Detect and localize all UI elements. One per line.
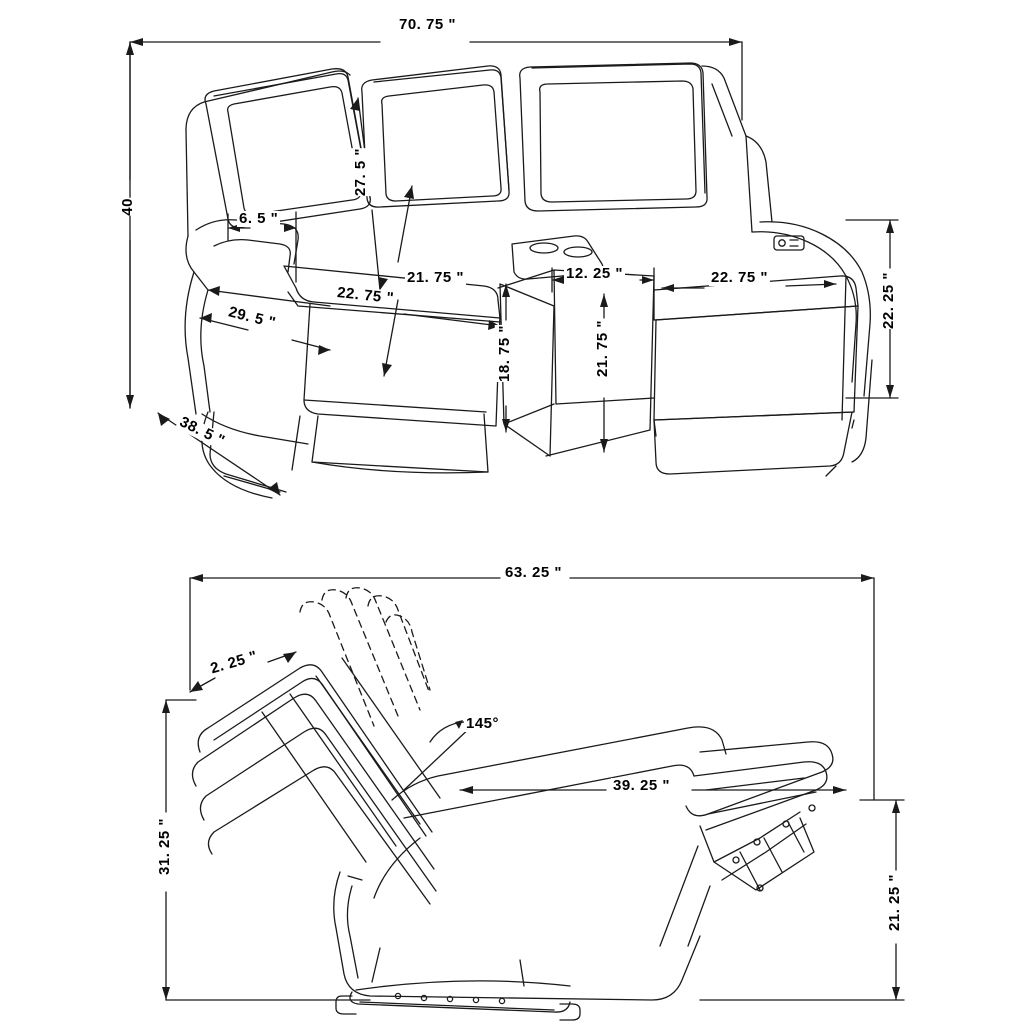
dim-overall-depth: 29. 5 "	[226, 303, 278, 332]
dim-seat-back-height: 27. 5 "	[352, 148, 369, 197]
dim-seat-depth-left: 21. 75 "	[407, 269, 464, 286]
dim-overall-height: 40	[119, 198, 136, 216]
dim-seat-width-right: 22. 75 "	[711, 269, 768, 286]
dim-reclined-seat-length: 39. 25 "	[613, 777, 670, 794]
dim-wall-clearance: 2. 25 "	[208, 647, 260, 678]
dim-armrest-width: 6. 5 "	[239, 210, 279, 227]
dim-arm-height-right: 22. 25 "	[880, 272, 897, 329]
dim-reclined-length: 63. 25 "	[505, 564, 562, 581]
dim-seat-height: 18. 75 "	[496, 325, 513, 382]
recline-angle-value: 145	[466, 715, 493, 732]
dim-console-width: 12. 25 "	[566, 265, 623, 282]
dim-overall-width: 70. 75 "	[399, 16, 456, 33]
dim-seat-width-left: 22. 75 "	[336, 284, 395, 307]
dim-footrest-height: 21. 25 "	[886, 874, 903, 931]
dim-recline-angle	[464, 716, 501, 732]
dim-depth-bottom: 38. 5 "	[176, 413, 228, 450]
degree-symbol: °	[492, 715, 500, 732]
dim-console-height: 21. 75 "	[594, 320, 611, 377]
dim-reclined-height: 31. 25 "	[156, 818, 173, 875]
